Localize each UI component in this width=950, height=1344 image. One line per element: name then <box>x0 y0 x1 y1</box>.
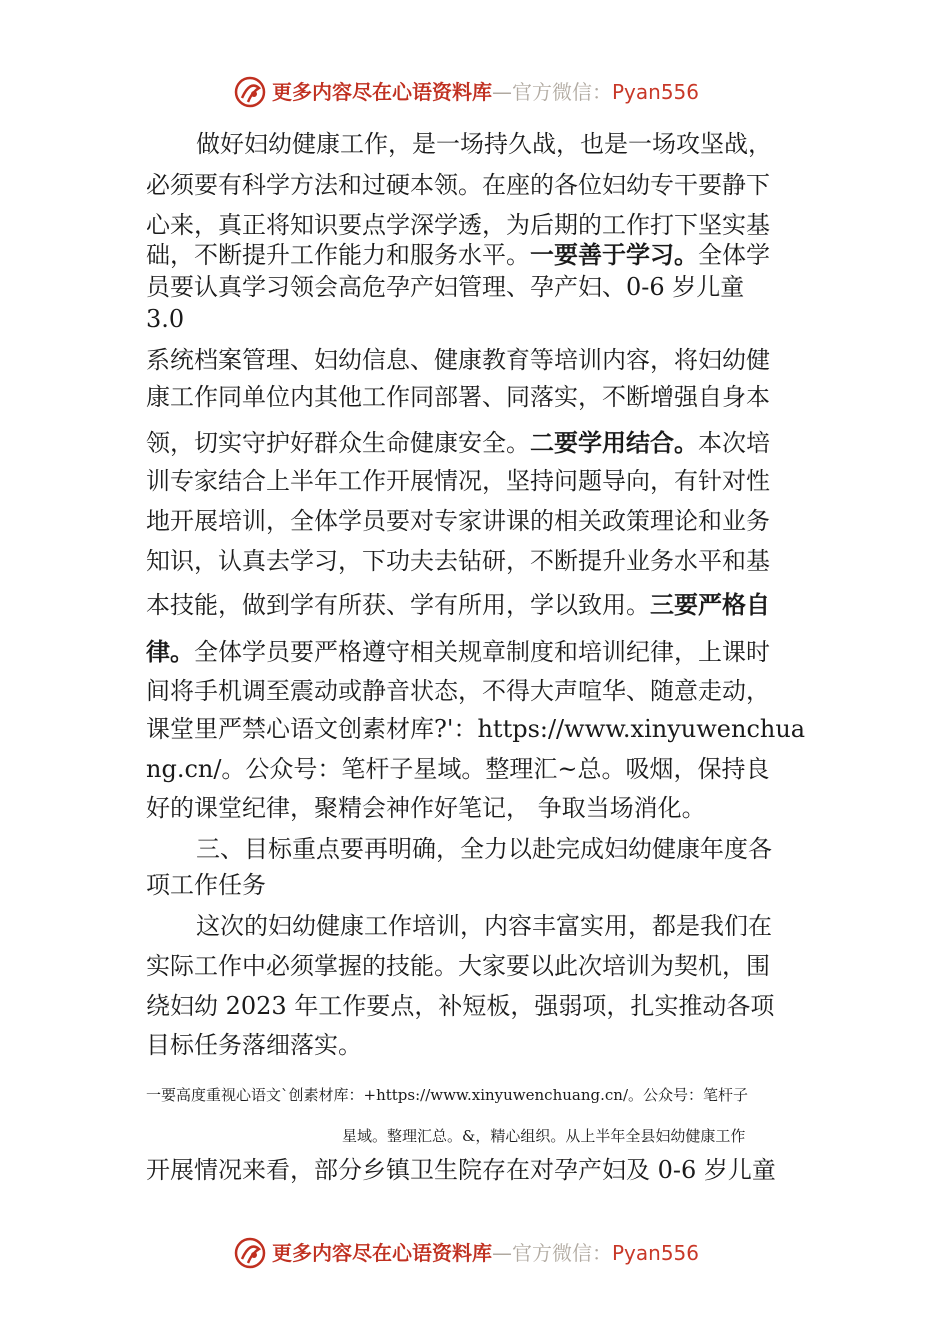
bold-heading: 一要善于学习。 <box>530 241 698 269</box>
banner-wechat-id: Pyan556 <box>612 1241 700 1265</box>
small-text-line: 一要高度重视心语文`创素材库：+https://www.xinyuwenchuang.cn/。公众号：笔杆子 <box>146 1086 748 1104</box>
text-run: 全体学员要严格遵守相关规章制度和培训纪律，上课时 <box>194 638 770 666</box>
text-line <box>146 240 770 270</box>
banner-dash: —官方微信： <box>492 1241 612 1265</box>
bold-heading: 二要学用结合。 <box>530 429 698 457</box>
text-line: 心来，真正将知识要点学深学透，为后期的工作打下坚实基 <box>146 211 770 239</box>
text-line: 知识，认真去学习，下功夫去钻研，不断提升业务水平和基 <box>146 547 770 575</box>
text-line: 好的课堂纪律，聚精会神作好笔记， 争取当场消化。 <box>146 794 706 822</box>
text-run: 领，切实守护好群众生命健康安全。 <box>146 429 530 457</box>
text-line: 目标任务落细落实。 <box>146 1031 362 1059</box>
text-line: 系统档案管理、妇幼信息、健康教育等培训内容，将妇幼健 <box>146 346 770 374</box>
logo-icon <box>232 1235 268 1271</box>
text-line: 课堂里严禁心语文创素材库?'：https://www.xinyuwenchua <box>146 715 806 743</box>
text-line: 训专家结合上半年工作开展情况，坚持问题导向，有针对性 <box>146 467 770 495</box>
text-run: 础，不断提升工作能力和服务水平。 <box>146 241 530 269</box>
text-line: 三、目标重点要再明确，全力以赴完成妇幼健康年度各 <box>196 835 772 863</box>
footer-watermark-banner <box>0 1233 950 1273</box>
text-line: ng.cn/。公众号：笔杆子星域。整理汇~总。吸烟，保持良 <box>146 755 770 783</box>
banner-main: 更多内容尽在心语资料库 <box>272 80 492 104</box>
text-line: 必须要有科学方法和过硬本领。在座的各位妇幼专干要静下 <box>146 171 770 199</box>
header-watermark-banner <box>0 72 950 112</box>
text-line: 康工作同单位内其他工作同部署、同落实，不断增强自身本 <box>146 383 770 411</box>
text-run: 本技能，做到学有所获、学有所用，学以致用。 <box>146 591 650 619</box>
small-text-line: 星域。整理汇总。&，精心组织。从上半年全县妇幼健康工作 <box>342 1127 746 1145</box>
bold-heading: 三要严格自 <box>650 591 770 619</box>
banner-text <box>272 1239 699 1267</box>
text-line: 间将手机调至震动或静音状态，不得大声喧华、随意走动， <box>146 677 770 705</box>
text-line: 3.0 <box>146 305 185 333</box>
banner-wechat-id: Pyan556 <box>612 80 700 104</box>
text-line: 项工作任务 <box>146 871 266 899</box>
text-line: 地开展培训，全体学员要对专家讲课的相关政策理论和业务 <box>146 507 770 535</box>
banner-text <box>272 78 699 106</box>
text-line: 这次的妇幼健康工作培训，内容丰富实用，都是我们在 <box>196 912 772 940</box>
logo-icon <box>232 74 268 110</box>
text-line: 开展情况来看，部分乡镇卫生院存在对孕产妇及 0-6 岁儿童 <box>146 1156 776 1184</box>
text-line: 实际工作中必须掌握的技能。大家要以此次培训为契机，围 <box>146 952 770 980</box>
text-run: 本次培 <box>698 429 770 457</box>
text-run: 全体学 <box>698 241 770 269</box>
text-line: 员要认真学习领会高危孕产妇管理、孕产妇、0-6 岁儿童 <box>146 273 745 301</box>
text-line <box>146 590 770 620</box>
banner-main: 更多内容尽在心语资料库 <box>272 1241 492 1265</box>
banner-dash: —官方微信： <box>492 80 612 104</box>
text-line: 做好妇幼健康工作，是一场持久战，也是一场攻坚战， <box>196 130 772 158</box>
text-line <box>146 637 770 667</box>
text-line: 绕妇幼 2023 年工作要点，补短板，强弱项，扎实推动各项 <box>146 992 775 1020</box>
bold-heading: 律。 <box>146 638 194 666</box>
text-line <box>146 428 770 458</box>
